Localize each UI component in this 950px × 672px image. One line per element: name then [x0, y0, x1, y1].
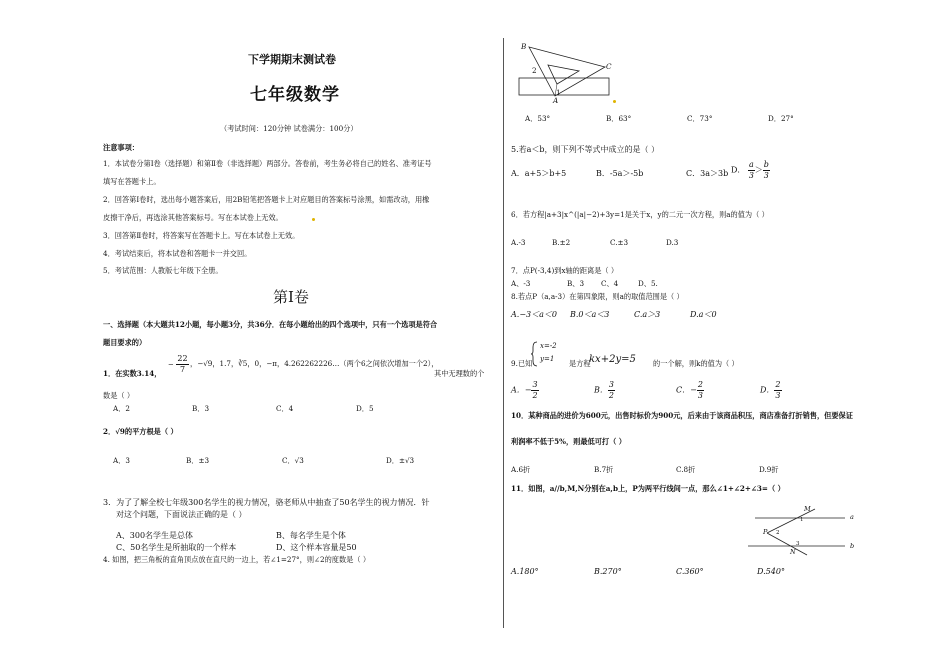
q11-angle-1: 1	[800, 517, 804, 523]
q9-option-a	[511, 380, 539, 401]
note-2b: 皮擦干净后，再选涂其他答案标号。写在本试卷上无效。	[103, 213, 283, 222]
q9-a-label: A．−	[511, 385, 532, 395]
part1-title: 第Ⅰ卷	[273, 288, 309, 306]
q9-system-top: x=-2	[540, 342, 557, 350]
q8-option-a: A.−3＜a＜0	[511, 310, 557, 319]
q10-option-d: D.9折	[759, 465, 779, 474]
q9-b-label: B．	[594, 385, 608, 395]
q9-b-den: 2	[608, 391, 614, 400]
q9-d-den: 3	[775, 391, 781, 400]
q11-option-c: C.360°	[676, 567, 704, 576]
q10-option-c: C.8折	[676, 465, 696, 474]
q9-option-b	[594, 380, 615, 401]
note-5: 5．考试范围：人教版七年级下全册。	[103, 266, 223, 275]
q9-d-num: 2	[775, 380, 781, 389]
q1-option-d: D．5	[356, 404, 374, 413]
note-1b: 填写在答题卡上。	[103, 177, 161, 186]
q11-stem: 11．如图，a//b,M,N分别在a,b上，P为两平行线间一点，那么∠1+∠2+∠3=（ ）	[511, 484, 785, 493]
q4-option-c: C．73°	[687, 114, 713, 123]
q11-label-n: N	[790, 548, 796, 556]
q5-option-c: C．3a＞3b	[686, 169, 729, 178]
q4-angle-2: 2	[532, 66, 537, 75]
note-2a: 2．回答第Ⅰ卷时，选出每小题答案后，用2B铅笔把答题卡上对应题目的答案标号涂黑，如需改动，用橡	[103, 195, 430, 204]
q10-line-a: 10．某种商品的进价为600元，出售时标价为900元，后来由于该商品积压，商店准备打折销售，但要保证	[511, 411, 853, 420]
q4-label-b: B	[521, 42, 527, 51]
q8-stem: 8.若点P（a,a-3）在第四象限，则a的取值范围是（ ）	[511, 292, 684, 301]
q1-frac-num: 22	[177, 354, 188, 363]
q4-angle-1: 1	[556, 88, 561, 97]
q5-d-num2: b	[763, 160, 769, 169]
q3-option-a: A、300名学生是总体	[116, 531, 194, 540]
q5-d-num1: a	[748, 160, 754, 169]
q1-option-b: B．3	[192, 404, 210, 413]
q1-option-a: A．2	[113, 404, 130, 413]
q2-option-b: B．±3	[186, 456, 210, 465]
q9-b-num: 3	[608, 380, 614, 389]
q11-label-a: a	[850, 513, 854, 521]
q1-tail: 其中无理数的个	[434, 369, 485, 378]
q5-option-d	[731, 160, 770, 181]
q9-a-num: 3	[532, 380, 538, 389]
q1-frac-den: 7	[179, 365, 186, 374]
q2-option-a: A．3	[113, 456, 130, 465]
note-1a: 1．本试卷分第Ⅰ卷（选择题）和第Ⅱ卷（非选择题）两部分。答卷前，考生务必将自己的姓名、准考证号	[103, 159, 432, 168]
q4-stem: 4. 如图，把三角板的直角顶点放在直尺的一边上，若∠1=27°，则∠2的度数是（ ）	[103, 555, 371, 564]
q9-system-bottom: y=1	[540, 355, 555, 363]
triangle-inner	[548, 65, 579, 84]
q5-option-a: A．a+5＞b+5	[511, 169, 567, 178]
marker-dot	[613, 100, 616, 103]
q9-equation: kx+2y=5	[589, 354, 636, 365]
q6-stem: 6．若方程|a+3|x^(|a|−2)+3y=1是关于x，y的二元一次方程，则a的值为（ ）	[511, 210, 769, 219]
q11-option-d: D.540°	[757, 567, 785, 576]
q9-c-label: C．−	[676, 385, 697, 395]
q5-stem: 5.若a＜b，则下列不等式中成立的是（ ）	[511, 145, 660, 154]
q6-option-c: C.±3	[610, 238, 629, 247]
q10-option-a: A.6折	[511, 465, 531, 474]
q7-option-c: C、4	[601, 279, 619, 288]
q5-d-den2: 3	[763, 171, 769, 180]
q10-option-b: B.7折	[594, 465, 614, 474]
q3-option-c: C、50名学生是所抽取的一个样本	[116, 543, 237, 552]
notes-heading: 注意事项：	[103, 143, 139, 152]
q2-option-c: C．√3	[282, 456, 304, 465]
q3-option-d: D、这个样本容量是50	[276, 543, 357, 552]
q6-option-b: B.±2	[552, 238, 571, 247]
q7-stem: 7．点P(-3,4)到x轴的距离是（ ）	[511, 266, 619, 275]
q1-fraction: − $\frac{22}{7}$	[168, 354, 188, 374]
q4-label-c: C	[606, 62, 612, 71]
paper-title: 七年级数学	[250, 85, 340, 105]
q1-stem: 1．在实数3.14，	[103, 369, 162, 378]
q11-angle-3: 3	[796, 541, 800, 547]
q9-pre: 9.已知	[511, 359, 533, 368]
q7-option-a: A、-3	[511, 279, 531, 288]
q8-option-d: D.a＜0	[690, 310, 717, 319]
q9-option-c	[676, 380, 704, 401]
q7-option-d: D、5.	[638, 279, 658, 288]
q7-option-b: B、3	[567, 279, 585, 288]
marker-dot	[312, 218, 315, 221]
q3-option-b: B、每名学生是个体	[276, 531, 346, 540]
segment-pn	[767, 533, 807, 555]
q4-option-a: A．53°	[525, 114, 551, 123]
q5-option-b: B．-5a＞-5b	[596, 169, 644, 178]
q5-d-op: ＞	[754, 165, 763, 175]
part1-instructions-b: 题目要求的）	[103, 338, 147, 347]
q11-option-a: A.180°	[511, 567, 539, 576]
q4-label-a: A	[553, 96, 559, 105]
q9-d-label: D．	[760, 385, 775, 395]
q3-line-b: 对这个问题，下面说法正确的是（ ）	[116, 510, 247, 519]
q10-line-b: 利润率不低于5%，则最低可打（ ）	[511, 437, 626, 446]
note-3: 3．回答第Ⅱ卷时，将答案写在答题卡上。写在本试卷上无效。	[103, 231, 300, 240]
triangle-outer	[529, 47, 605, 96]
q4-option-b: B．63°	[606, 114, 632, 123]
q11-parallel-lines-figure	[745, 505, 855, 557]
q11-option-b: B.270°	[594, 567, 622, 576]
q11-label-m: M	[804, 505, 811, 513]
q5-d-den1: 3	[748, 171, 754, 180]
q9-a-den: 2	[532, 391, 538, 400]
q9-post: 的一个解，则k的值为（ ）	[653, 359, 739, 368]
q4-triangle-ruler-figure	[515, 40, 615, 108]
q11-label-p: P	[763, 528, 768, 536]
q1-line2: 数是（ ）	[103, 391, 135, 400]
q1-option-c: C．4	[276, 404, 294, 413]
column-divider	[503, 38, 504, 628]
q8-option-b: B.0＜a＜3	[570, 310, 610, 319]
q3-line-a: 3．为了了解全校七年级300名学生的视力情况，骆老师从中抽查了50名学生的视力情况．针	[103, 498, 430, 507]
q5-d-label: D．	[731, 165, 746, 175]
exam-info: （考试时间：120分钟 试卷满分：100分）	[220, 124, 358, 133]
q1-number-list: ，−√9，1.7，∛5，0，−π，4.262262226…（两个6之间依次增加一个2），	[190, 359, 439, 368]
q9-c-den: 3	[697, 391, 703, 400]
q8-option-c: C.a＞3	[634, 310, 661, 319]
q6-option-a: A.-3	[511, 238, 526, 247]
q9-option-d	[760, 380, 782, 401]
part1-instructions-a: 一、选择题（本大题共12小题，每小题3分，共36分．在每小题给出的四个选项中，只有一个选项是符合	[103, 320, 438, 329]
q9-mid: 是方程	[569, 359, 591, 368]
q2-stem: 2．√9的平方根是（ ）	[103, 427, 178, 436]
note-4: 4．考试结束后，将本试卷和答题卡一并交回。	[103, 249, 252, 258]
paper-subtitle: 下学期期末测试卷	[248, 53, 336, 66]
q9-system-brace	[531, 341, 539, 367]
q6-option-d: D.3	[666, 238, 679, 247]
q4-option-d: D．27°	[768, 114, 794, 123]
q9-c-num: 2	[697, 380, 703, 389]
q11-angle-2: 2	[776, 530, 780, 536]
q2-option-d: D．±√3	[386, 456, 415, 465]
q11-label-b: b	[850, 542, 855, 550]
ruler-rect	[519, 78, 609, 95]
